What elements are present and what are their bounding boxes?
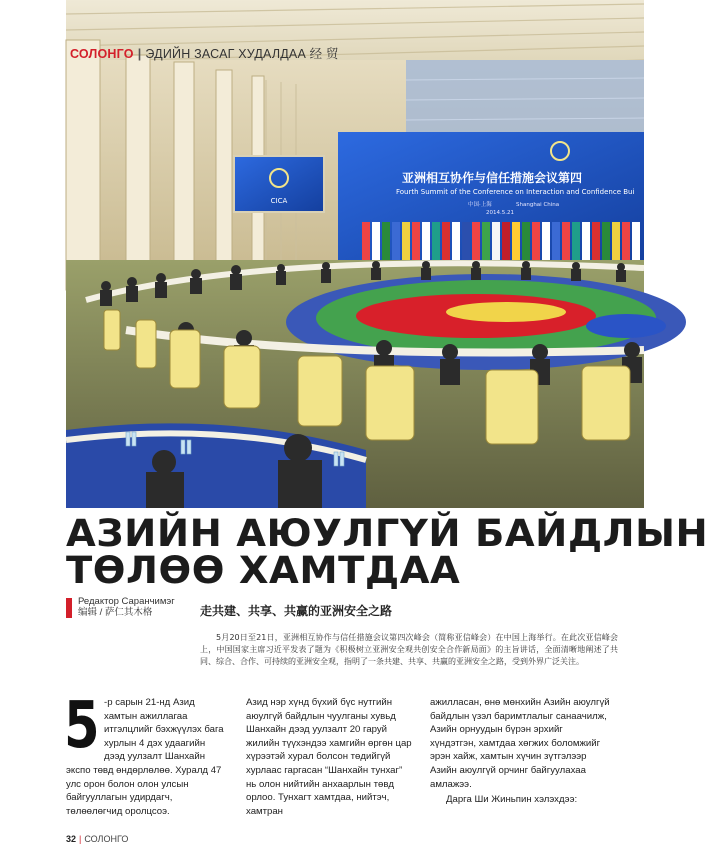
column-3-tail: Дарга Ши Жиньпин хэлэхдээ: [446, 794, 578, 806]
banner-date: 2014.5.21 [486, 210, 514, 216]
summit-photo [66, 0, 644, 508]
section-separator: | [137, 47, 142, 61]
banner-place-en: Shanghai China [516, 202, 560, 208]
headline-line-2: ТӨЛӨӨ ХАМТДАА [66, 549, 461, 592]
section-name: СОЛОНГО [70, 47, 134, 61]
column-3-text: ажилласан, өнө мөнхийн Азийн аюулгүй байдлын үзэл баримтлалыг санаачилж, Азийн орнуудын бүрэн эрхийг хүндэтгэн, хамтдаа хөгжих боломжийг эрэн хайж, хамтын хүчин зүтгэлээр Азийн аюулгүй орчинг байгуулахаа амлажээ. [430, 697, 610, 790]
chinese-summary: 5月20日至21日，亚洲相互协作与信任措施会议第四次峰会（简称亚信峰会）在中国上海举行。在此次亚信峰会上，中国国家主席习近平发表了题为《积极树立亚洲安全观共创安全合作新局面》的主旨讲话，全面清晰地阐述了共同、综合、合作、可持续的亚洲安全观，指明了一条共建、共享、共赢的亚洲安全之路，受到外界广泛关注。 [200, 633, 618, 666]
column-2-text: Азид нэр хүнд бүхий бүс нутгийн аюулгүй байдлын чуулганы хувьд Шанхайн дээд уулзалт 20 гаруй жилийн түүхэндээ хамгийн өргөн цар хүрээтэй хурал болсон төдийгүй хурлаас гаргасан “Шанхайн тунхаг” нь олон нийтийн анхаарлын төвд орлоо. Тунхагт хамтдаа, нийтэч, хамтран [246, 697, 412, 817]
column-1-text: -р сарын 21-нд Азид хамтын ажиллагаа итгэлцлийг бэхжүүлэх бага хурлын 4 дэх удаагийн дээд уулзалт Шанхайн экспо төвд өндөрлөлөө. Хуралд 47 улс орон болон олон улсын байгууллагын удирдагч, төлөөлөгчид оролцсоэ. [66, 697, 224, 817]
body-column-1 [64, 689, 226, 818]
summit-hall-illustration [66, 0, 644, 508]
section-rest: ЭДИЙН ЗАСАГ ХУДАЛДАА 经 贸 [145, 47, 339, 61]
article-headline [66, 512, 708, 592]
editor-line-2: 编辑 / 萨仁其木格 [78, 607, 153, 618]
banner-place: 中国·上海 [468, 202, 492, 208]
page-number: 32 [66, 834, 77, 844]
page-footer [66, 834, 128, 844]
footer-separator: | [79, 834, 82, 844]
footer-magazine: СОЛОНГО [84, 834, 129, 844]
editor-accent-bar [66, 598, 72, 618]
small-screen-logo: CICA [270, 197, 288, 205]
banner-subtitle: Fourth Summit of the Conference on Interaction and Confidence Bui [396, 188, 635, 196]
banner-title: 亚洲相互协作与信任措施会议第四 [402, 171, 583, 185]
headline-line-1: АЗИЙН АЮУЛГҮЙ БАЙДЛЫН [66, 512, 708, 555]
body-column-3 [430, 696, 610, 807]
section-label [70, 44, 339, 62]
body-column-2 [246, 696, 414, 818]
chinese-subhead: 走共建、共享、共赢的亚洲安全之路 [200, 604, 393, 618]
drop-cap: 5 [64, 689, 100, 763]
editor-credit [66, 596, 175, 618]
editor-line-1: Редактор Саранчимэг [78, 596, 175, 607]
